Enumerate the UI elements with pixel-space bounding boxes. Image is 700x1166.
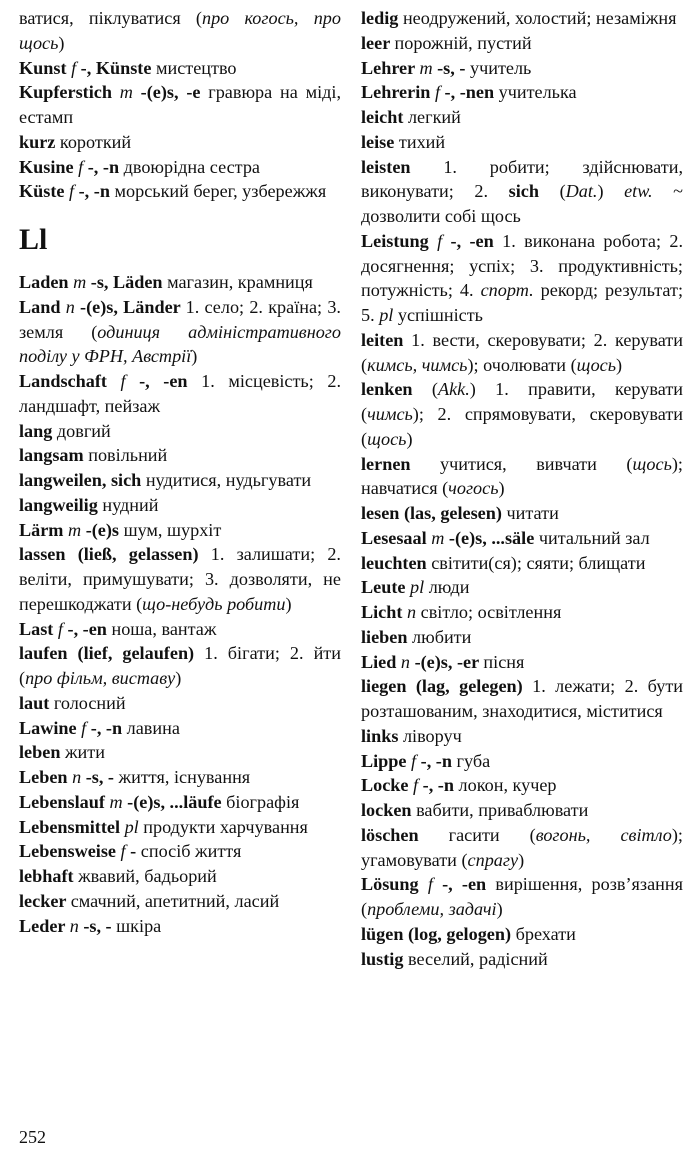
- usage-note: про когось, про щось: [19, 8, 341, 53]
- dictionary-entry: [361, 155, 683, 229]
- headword: lassen (ließ, gelassen): [19, 544, 211, 565]
- headword: kurz: [19, 131, 60, 152]
- translation: учителька: [498, 82, 577, 103]
- headword: -(e)s, ...läufe: [122, 791, 227, 812]
- translation: 1. лежати; 2. бути розташованим, знаходитися, міститися: [361, 676, 684, 721]
- grammar-label: f: [434, 82, 440, 103]
- headword: Leben: [19, 767, 73, 787]
- translation: жити: [64, 742, 105, 763]
- dictionary-entry: [19, 80, 341, 130]
- headword: -s, Läden: [86, 272, 168, 292]
- dictionary-entry: [19, 839, 341, 864]
- translation: ): [496, 899, 503, 919]
- headword: -, -en: [125, 371, 202, 391]
- usage-note: щось: [632, 453, 672, 474]
- translation: повільний: [88, 445, 168, 466]
- headword: sich: [508, 181, 560, 202]
- translation: ): [518, 849, 525, 870]
- translation: неодружений, холостий; незаміжня: [402, 8, 677, 28]
- grammar-label: Akk.: [437, 379, 470, 400]
- dictionary-entry: [19, 914, 341, 939]
- translation: голосний: [53, 692, 126, 713]
- headword: -(e)s, -e: [132, 82, 209, 103]
- translation: (: [431, 379, 438, 400]
- translation: тихий: [398, 131, 446, 152]
- dictionary-entry: [361, 823, 683, 873]
- translation: 1. бігати; 2. йти (: [19, 643, 341, 688]
- headword: -s, -: [432, 57, 470, 78]
- translation: локон, кучер: [458, 775, 557, 796]
- page-number: 252: [19, 1127, 46, 1147]
- translation: шум, шурхіт: [123, 519, 222, 540]
- translation: біографія: [226, 791, 300, 812]
- translation: ); очолювати (: [467, 354, 577, 375]
- headword: Lehrer: [361, 57, 420, 78]
- headword: -, -en: [62, 618, 112, 639]
- grammar-label: f: [120, 371, 126, 391]
- grammar-label: f: [78, 156, 84, 177]
- translation: світити(ся); сяяти; блищати: [431, 552, 646, 573]
- translation: ): [498, 478, 505, 499]
- headword: links: [361, 725, 403, 746]
- translation: продукти харчування: [138, 816, 308, 837]
- usage-note: чимсь: [367, 404, 413, 424]
- usage-note: про фільм, виставу: [25, 668, 176, 688]
- headword: Kusine: [19, 156, 79, 177]
- headword: Lebensmittel: [19, 816, 125, 837]
- dictionary-entry: [361, 724, 683, 749]
- dictionary-entry: [19, 6, 341, 56]
- usage-note: спрагу: [467, 849, 519, 870]
- dictionary-entry: [19, 468, 341, 493]
- dictionary-entry: [361, 56, 683, 81]
- headword: liegen (lag, gelegen): [361, 676, 533, 697]
- grammar-label: pl: [410, 577, 425, 598]
- translation: вабити, приваблювати: [416, 800, 589, 820]
- translation: 1. залишати; 2. веліти, примушувати; 3. дозволяти, не перешкоджати (: [19, 544, 341, 614]
- usage-note: спорт.: [480, 280, 534, 301]
- translation: смачний, апетитний, ласий: [70, 890, 280, 911]
- headword: lecker: [19, 890, 71, 911]
- headword: leiten: [361, 329, 412, 350]
- headword: -, -en: [432, 874, 496, 895]
- dictionary-entry: [19, 765, 341, 790]
- translation: ноша, вантаж: [111, 618, 217, 639]
- dictionary-entry: [19, 790, 341, 815]
- headword: Lesesaal: [361, 527, 432, 548]
- headword: laufen (lief, gelaufen): [19, 643, 205, 664]
- headword: Lebensweise: [19, 841, 121, 862]
- headword: -(e)s: [81, 519, 124, 540]
- translation: вирішення, розв’язання (: [361, 874, 683, 919]
- usage-note: кимсь, чимсь: [367, 354, 468, 375]
- usage-note: одиниця адміністративного поділу у ФРН, Австрії: [19, 321, 341, 367]
- grammar-label: m: [119, 82, 133, 103]
- headword: -, -en: [442, 230, 503, 251]
- headword: langweilig: [19, 494, 103, 515]
- dictionary-entry: [19, 155, 341, 180]
- dictionary-entry: [361, 947, 683, 972]
- dictionary-entry: [361, 105, 683, 130]
- grammar-label: f: [437, 230, 443, 251]
- headword: -, -n: [74, 181, 115, 202]
- grammar-label: n: [406, 602, 417, 622]
- headword: leisten: [361, 156, 444, 177]
- translation: губа: [456, 750, 491, 771]
- dictionary-entry: [19, 493, 341, 518]
- grammar-label: f: [69, 181, 75, 202]
- headword: -, -n: [83, 156, 124, 177]
- headword: Kunst: [19, 57, 72, 78]
- dictionary-entry: [19, 542, 341, 616]
- grammar-label: f: [120, 841, 126, 862]
- headword: Kupferstich: [19, 82, 120, 103]
- headword: ledig: [361, 8, 403, 28]
- headword: lieben: [361, 626, 413, 647]
- headword: Leute: [361, 577, 410, 598]
- grammar-label: n: [69, 915, 79, 936]
- dictionary-entry: [19, 815, 341, 840]
- translation: ); навчатися (: [361, 453, 683, 499]
- headword: lesen (las, gelesen): [361, 503, 507, 523]
- translation: ): [406, 428, 413, 449]
- translation: двоюрідна сестра: [123, 156, 261, 177]
- translation: ватися, піклуватися (: [19, 8, 202, 28]
- left-entries: [19, 270, 341, 938]
- headword: langweilen, sich: [19, 470, 146, 490]
- headword: Lärm: [19, 519, 68, 540]
- headword: Lawine: [19, 717, 82, 738]
- translation: успішність: [393, 305, 483, 325]
- headword: Licht: [361, 602, 407, 622]
- dictionary-entry: [361, 872, 683, 922]
- translation: веселий, радісний: [408, 948, 548, 969]
- grammar-label: f: [81, 717, 87, 738]
- headword: -, -n: [418, 775, 459, 796]
- dictionary-entry: [361, 625, 683, 650]
- translation: лавина: [126, 717, 180, 738]
- dictionary-entry: [19, 443, 341, 468]
- translation: 1. виконана робота; 2. досягнення; успіх; 3. продуктивність; потужність; 4.: [361, 230, 684, 301]
- translation: ); угамовувати (: [361, 824, 683, 870]
- usage-note: проблеми, задачі: [367, 899, 497, 919]
- translation: 1. місцевість; 2. ландшафт, пейзаж: [19, 371, 341, 416]
- headword: langsam: [19, 445, 89, 466]
- translation: 1. робити; здійснювати, виконувати; 2.: [361, 156, 683, 202]
- dictionary-entry: [19, 419, 341, 444]
- headword: Lebenslauf: [19, 791, 110, 812]
- dictionary-entry: [19, 518, 341, 543]
- dictionary-entry: [361, 526, 683, 551]
- translation: ): [285, 593, 292, 614]
- translation: порожній, пустий: [394, 32, 532, 53]
- headword: Lösung: [361, 874, 428, 895]
- dictionary-entry: [361, 6, 683, 31]
- headword: -, -n: [416, 750, 457, 771]
- headword: -s, -: [81, 767, 119, 787]
- grammar-label: Dat.: [565, 181, 598, 202]
- grammar-label: pl: [124, 816, 139, 837]
- translation: магазин, крамниця: [167, 272, 313, 292]
- grammar-label: n: [400, 651, 411, 672]
- headword: Land: [19, 296, 66, 317]
- headword: Last: [19, 618, 58, 639]
- translation: легкий: [407, 107, 461, 127]
- translation: читальний зал: [538, 527, 650, 548]
- translation: (: [559, 181, 566, 202]
- headword: laut: [19, 692, 54, 713]
- grammar-label: n: [72, 767, 82, 787]
- dictionary-entry: [361, 600, 683, 625]
- translation: мистецтво: [155, 57, 237, 78]
- dictionary-entry: [361, 551, 683, 576]
- translation: люди: [424, 577, 470, 598]
- translation: пісня: [483, 651, 525, 672]
- dictionary-entry: [361, 501, 683, 526]
- translation: ): [175, 668, 182, 688]
- grammar-label: f: [413, 775, 419, 796]
- grammar-label: m: [73, 272, 87, 292]
- usage-note: вогонь, світло: [535, 824, 672, 845]
- dictionary-entry: [361, 922, 683, 947]
- translation: ); 2. спрямовувати, скеровувати (: [361, 404, 683, 449]
- right-entries: [361, 6, 683, 971]
- translation: ): [191, 346, 198, 367]
- dictionary-entry: [361, 575, 683, 600]
- dictionary-entry: [19, 641, 341, 691]
- grammar-label: m: [109, 791, 123, 812]
- right-column: [361, 6, 683, 971]
- translation: ) 1. правити, керувати (: [361, 379, 684, 424]
- dictionary-entry: [361, 452, 683, 502]
- headword: leben: [19, 742, 65, 763]
- dictionary-entry: [361, 650, 683, 675]
- grammar-label: m: [431, 527, 445, 548]
- headword: Leder: [19, 915, 70, 936]
- usage-note: щось: [367, 428, 407, 449]
- headword: Landschaft: [19, 371, 121, 391]
- headword: -(e)s, ...säle: [444, 527, 539, 548]
- headword: Lehrerin: [361, 82, 435, 103]
- dictionary-entry: [19, 130, 341, 155]
- dictionary-entry: [361, 130, 683, 155]
- dictionary-entry: [361, 377, 683, 451]
- translation: спосіб життя: [140, 841, 242, 862]
- dictionary-entry: [19, 270, 341, 295]
- translation: жвавий, бадьорий: [78, 866, 217, 886]
- dictionary-entry: [361, 229, 683, 328]
- headword: leuchten: [361, 552, 432, 573]
- translation: гравюра на міді, естамп: [19, 82, 341, 127]
- translation: довгий: [56, 420, 111, 441]
- dictionary-entry: [361, 749, 683, 774]
- dictionary-entry: [361, 31, 683, 56]
- dictionary-entry: [361, 328, 683, 378]
- translation: 1. село; 2. країна; 3. земля (: [19, 296, 341, 342]
- headword: -, -nen: [440, 82, 499, 103]
- dictionary-entry: [19, 716, 341, 741]
- dictionary-entry: [19, 691, 341, 716]
- headword: -, -n: [86, 717, 127, 738]
- headword: lebhaft: [19, 866, 79, 886]
- headword: löschen: [361, 824, 449, 845]
- translation: ліворуч: [402, 725, 462, 746]
- translation: учитель: [469, 57, 532, 78]
- grammar-label: m: [68, 519, 82, 540]
- headword: leer: [361, 32, 395, 53]
- headword: Lied: [361, 651, 401, 672]
- dictionary-entry: [361, 80, 683, 105]
- translation: ): [58, 32, 65, 53]
- usage-note: чогось: [448, 478, 499, 499]
- grammar-label: f: [411, 750, 417, 771]
- grammar-label: m: [419, 57, 433, 78]
- left-pre-entries: [19, 6, 341, 204]
- grammar-label: f: [57, 618, 63, 639]
- headword: lügen (log, gelogen): [361, 923, 516, 944]
- headword: leise: [361, 131, 399, 152]
- translation: шкіра: [116, 915, 162, 936]
- translation: 1. вести, скеровувати; 2. керувати (: [361, 329, 683, 375]
- headword: lustig: [361, 948, 408, 969]
- headword: -(e)s, Länder: [74, 296, 186, 317]
- headword: Leistung: [361, 230, 438, 251]
- headword: leicht: [361, 107, 408, 127]
- grammar-label: f: [427, 874, 433, 895]
- dictionary-entry: [19, 864, 341, 889]
- headword: lang: [19, 420, 57, 441]
- dictionary-entry: [19, 56, 341, 81]
- grammar-label: etw.: [624, 181, 653, 202]
- translation: ): [597, 181, 625, 202]
- translation: світло; освітлення: [416, 602, 562, 622]
- translation: ~ дозволити собі щось: [361, 181, 683, 226]
- translation: морський берег, узбережжя: [114, 181, 327, 202]
- headword: locken: [361, 800, 417, 820]
- grammar-label: f: [71, 57, 77, 78]
- translation: рекорд; результат; 5.: [361, 280, 683, 325]
- headword: Lippe: [361, 750, 412, 771]
- headword: Laden: [19, 272, 74, 292]
- dictionary-entry: [19, 740, 341, 765]
- dictionary-entry: [19, 889, 341, 914]
- translation: короткий: [59, 131, 132, 152]
- dictionary-entry: [19, 295, 341, 369]
- translation: нудитися, нудьгувати: [145, 470, 312, 490]
- dictionary-entry: [19, 369, 341, 419]
- grammar-label: n: [65, 296, 75, 317]
- translation: любити: [412, 626, 472, 647]
- translation: брехати: [515, 923, 576, 944]
- translation: читати: [506, 503, 559, 523]
- translation: життя, існування: [118, 767, 251, 787]
- translation: гасити (: [448, 824, 536, 845]
- left-column: [19, 6, 341, 938]
- headword: -, Künste: [76, 57, 156, 78]
- usage-note: що-небудь робити: [142, 593, 286, 614]
- translation: учитися, вивчати (: [440, 453, 633, 474]
- dictionary-entry: [361, 773, 683, 798]
- headword: -: [125, 841, 141, 862]
- translation: нудний: [102, 494, 159, 515]
- section-heading: Ll: [19, 223, 48, 256]
- headword: lenken: [361, 379, 432, 400]
- grammar-label: pl: [379, 305, 394, 325]
- usage-note: щось: [576, 354, 617, 375]
- dictionary-entry: [19, 617, 341, 642]
- dictionary-entry: [19, 179, 341, 204]
- headword: Locke: [361, 775, 414, 796]
- dictionary-entry: [361, 798, 683, 823]
- dictionary-entry: [361, 674, 683, 724]
- headword: Küste: [19, 181, 70, 202]
- headword: lernen: [361, 453, 441, 474]
- headword: -(e)s, -er: [410, 651, 484, 672]
- translation: ): [616, 354, 623, 375]
- headword: -s, -: [78, 915, 117, 936]
